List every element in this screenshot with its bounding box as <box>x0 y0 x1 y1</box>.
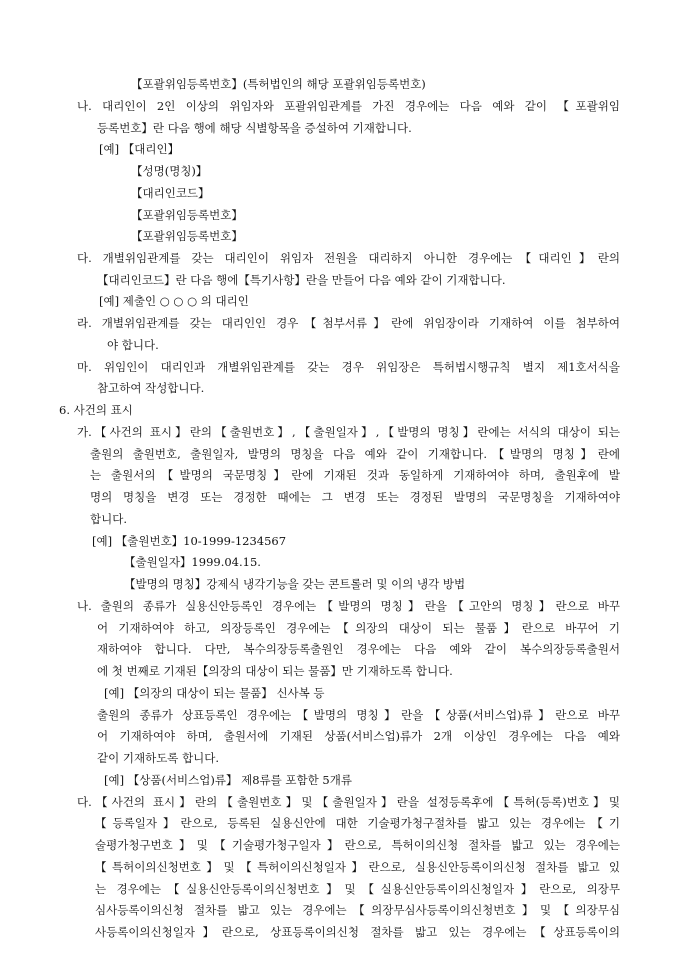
text-line: 사등록이의신청일자】란으로, 상표등록이의신청 절차를 밟고 있는 경우에는【상표등록이의 <box>95 925 620 939</box>
text-line: 야 합니다. <box>107 337 159 352</box>
text-line: [예] 【출원번호】10-1999-1234567 <box>92 533 287 548</box>
text-line: 가.【사건의 표시】란의【출원번호】,【출원일자】,【발명의 명칭】란에는 서식의 대상이 되는 <box>77 424 620 439</box>
text-line: 는 경우에는【실용신안등록이의신청번호】및【실용신안등록이의신청일자】란으로, 의장무 <box>95 881 620 896</box>
text-line: 등록번호】란 다음 행에 해당 식별항목을 증설하여 기재합니다. <box>97 120 412 135</box>
text-line: 출원의 종류가 상표등록인 경우에는【발명의 명칭】란을【상품(서비스업)류】란으로 바꾸 <box>97 707 620 722</box>
text-line: 다. 개별위임관계를 갖는 대리인이 위임자 전원을 대리하지 아니한 경우에는【대리인】란의 <box>77 250 620 265</box>
text-line: 【대리인코드】란 다음 행에【특기사항】란을 만들어 다음 예와 같이 기재합니다. <box>97 272 506 287</box>
text-line: 【포괄위임등록번호】(특허법인의 해당 포괄위임등록번호) <box>131 77 426 91</box>
text-line: 어 기재하여야 하며, 출원서에 기재된 상품(서비스업)류가 2개 이상인 경우에는 다음 예와 <box>97 729 620 744</box>
text-line: 다.【사건의 표시】란의【출원번호】및【출원일자】란을 설정등록후에【특허(등록)번호】및 <box>77 794 620 809</box>
text-line: 참고하여 작성합니다. <box>97 381 205 396</box>
text-line: 【포괄위임등록번호】 <box>131 207 243 222</box>
text-line: 심사등록이의신청 절차를 밟고 있는 경우에는【의장무심사등록이의신청번호】및【의장무심 <box>95 903 620 918</box>
text-line: 는 출원서의【발명의 국문명칭】란에 기재된 것과 동일하게 기재하여야 하며, 출원후에 발 <box>90 468 620 483</box>
text-line: 【성명(명칭)】 <box>131 164 208 178</box>
text-line: 명의 명칭을 변경 또는 경정한 때에는 그 변경 또는 경정된 발명의 국문명칭을 기재하여야 <box>90 490 620 505</box>
text-line: 에 첫 번째로 기재된【의장의 대상이 되는 물품】만 기재하도록 합니다. <box>97 664 453 679</box>
text-line: 【출원일자】1999.04.15. <box>124 555 261 570</box>
text-line: 합니다. <box>90 511 127 526</box>
text-line: [예] 【상품(서비스업)류】 제8류를 포함한 5개류 <box>104 772 352 787</box>
text-line: 나. 출원의 종류가 실용신안등록인 경우에는【발명의 명칭】란을【고안의 명칭】란으로 바꾸 <box>77 598 620 613</box>
text-line: 술평가청구번호】및【기술평가청구일자】란으로, 특허이의신청 절차를 밟고 있는 경우에는 <box>95 838 620 852</box>
text-line: 【특허이의신청번호】및【특허이의신청일자】란으로, 실용신안등록이의신청 절차를 밟고 있 <box>95 859 620 874</box>
section-heading: 6. 사건의 표시 <box>59 403 133 418</box>
text-line: 【등록일자】란으로, 등록된 실용신안에 대한 기술평가청구절차를 밟고 있는 경우에는【기 <box>95 816 620 831</box>
text-line: 어 기재하여야 하고, 의장등록인 경우에는【의장의 대상이 되는 물품】란으로 바꾸어 기 <box>97 620 620 635</box>
text-line: 같이 기재하도록 합니다. <box>97 751 220 766</box>
text-line: 출원의 출원번호, 출원일자, 발명의 명칭을 다음 예와 같이 기재합니다.【발명의 명칭】란에 <box>90 446 620 461</box>
text-line: [예] 【의장의 대상이 되는 물품】 신사복 등 <box>104 685 325 700</box>
text-line: 【포괄위임등록번호】 <box>131 229 243 244</box>
text-line: 마. 위임인이 대리인과 개별위임관계를 갖는 경우 위임장은 특허법시행규칙 별지 제1호서식을 <box>77 359 620 374</box>
text-line: [예] 제출인 ○ ○ ○ 의 대리인 <box>99 294 249 309</box>
text-line: 【대리인코드】 <box>131 185 210 200</box>
text-line: 라. 개별위임관계를 갖는 대리인인 경우【첨부서류】란에 위임장이라 기재하여 이를 첨부하여 <box>77 316 620 331</box>
text-line: 재하여야 합니다. 다만, 복수의장등록출원인 경우에는 다음 예와 같이 복수의장등록출원서 <box>97 642 620 657</box>
text-line: 【발명의 명칭】강제식 냉각기능을 갖는 콘트롤러 및 이의 냉각 방법 <box>124 577 466 592</box>
text-line: [예] 【대리인】 <box>99 142 180 157</box>
text-line: 나. 대리인이 2인 이상의 위임자와 포괄위임관계를 가진 경우에는 다음 예와 같이 【포괄위임 <box>77 98 620 113</box>
